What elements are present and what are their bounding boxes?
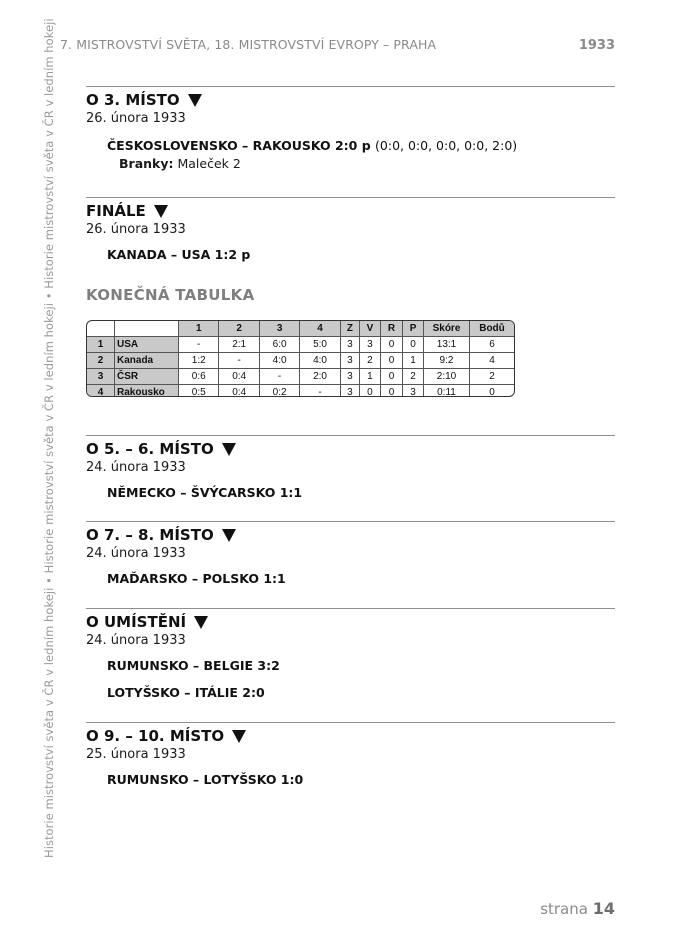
section-third-place <box>86 86 615 171</box>
page-label: strana <box>540 900 588 918</box>
table-row <box>87 337 514 353</box>
table-cell: 4:0 <box>259 353 299 369</box>
table-cell: 5:0 <box>300 337 340 353</box>
table-pos: 2 <box>87 353 115 369</box>
table-cell: 0:4 <box>219 385 259 398</box>
match-result: ČESKOSLOVENSKO – RAKOUSKO 2:0 p (0:0, 0:0, 0:0, 0:0, 2:0) <box>107 138 518 153</box>
triangle-down-icon <box>194 616 208 629</box>
section-final <box>86 197 615 262</box>
table-team: Rakousko <box>115 385 179 398</box>
table-row <box>87 385 514 398</box>
table-cell: 2 <box>470 369 515 385</box>
table-cell: 2 <box>360 353 381 369</box>
section-date: 24. února 1933 <box>86 633 186 648</box>
match-goals: Branky: Maleček 2 <box>119 156 241 171</box>
table-cell: 0 <box>403 337 424 353</box>
section-title: O UMÍSTĚNÍ <box>86 611 615 633</box>
table-row <box>87 353 514 369</box>
table-header-cell: R <box>380 321 402 337</box>
match-result: MAĎARSKO – POLSKO 1:1 <box>107 571 286 586</box>
page-number-value: 14 <box>592 899 615 918</box>
table-header-cell: 1 <box>179 321 219 337</box>
table-header-cell: Bodů <box>470 321 515 337</box>
table-cell: 1:2 <box>179 353 219 369</box>
table-cell: 6:0 <box>259 337 299 353</box>
table-cell: 9:2 <box>424 353 470 369</box>
table-cell: 4:0 <box>300 353 340 369</box>
section-title: O 7. – 8. MÍSTO <box>86 524 615 546</box>
table-cell: 2:10 <box>424 369 470 385</box>
table-cell: 0:4 <box>219 369 259 385</box>
page-header <box>60 37 615 53</box>
table-cell: 3 <box>340 385 359 398</box>
table-team: USA <box>115 337 179 353</box>
table-header-cell: 3 <box>259 321 299 337</box>
table-cell: 3 <box>360 337 381 353</box>
triangle-down-icon <box>154 205 168 218</box>
table-pos: 4 <box>87 385 115 398</box>
table-cell: 0 <box>380 385 402 398</box>
table-cell: 4 <box>470 353 515 369</box>
table-cell: 2:0 <box>300 369 340 385</box>
table-cell: 0 <box>360 385 381 398</box>
table-cell: 0 <box>380 337 402 353</box>
table-header-cell: V <box>360 321 381 337</box>
section-date: 26. února 1933 <box>86 111 186 126</box>
match-result: NĚMECKO – ŠVÝCARSKO 1:1 <box>107 485 303 500</box>
section-date: 24. února 1933 <box>86 546 186 561</box>
table-row <box>87 369 514 385</box>
section-title: O 9. – 10. MÍSTO <box>86 725 615 747</box>
triangle-down-icon <box>222 443 236 456</box>
section-date: 25. února 1933 <box>86 747 186 762</box>
table-header-cell: Skóre <box>424 321 470 337</box>
section-title: O 5. – 6. MÍSTO <box>86 438 615 460</box>
triangle-down-icon <box>188 94 202 107</box>
section-title: FINÁLE <box>86 200 615 222</box>
table-cell: 1 <box>360 369 381 385</box>
table-cell: 3 <box>340 369 359 385</box>
table-cell: 3 <box>403 385 424 398</box>
table-header-cell <box>87 321 115 337</box>
table-header-row <box>87 321 514 337</box>
section-title: O 3. MÍSTO <box>86 89 615 111</box>
final-table-title: KONEČNÁ TABULKA <box>86 286 255 304</box>
section-seventh-eighth <box>86 521 615 586</box>
table-pos: 1 <box>87 337 115 353</box>
triangle-down-icon <box>232 730 246 743</box>
match-result: RUMUNSKO – BELGIE 3:2 <box>107 658 280 673</box>
section-date: 26. února 1933 <box>86 222 186 237</box>
table-header-cell <box>115 321 179 337</box>
table-cell: 0 <box>380 353 402 369</box>
table-header-cell: Z <box>340 321 359 337</box>
table-cell: 0:5 <box>179 385 219 398</box>
table-header-cell: 4 <box>300 321 340 337</box>
triangle-down-icon <box>222 529 236 542</box>
table-cell: 1 <box>403 353 424 369</box>
section-fifth-sixth <box>86 435 615 500</box>
table-cell: 13:1 <box>424 337 470 353</box>
table-cell: 3 <box>340 353 359 369</box>
table-cell: 0:11 <box>424 385 470 398</box>
table-pos: 3 <box>87 369 115 385</box>
table-cell: - <box>219 353 259 369</box>
table-cell: - <box>259 369 299 385</box>
table-cell: 2:1 <box>219 337 259 353</box>
sidebar-text: Historie mistrovství světa v ČR v ledním hokeji • Historie mistrovství světa v ČR v ledním hokeji • Historie mistrovství světa v ČR v ledním hokeji <box>42 18 56 858</box>
section-date: 24. února 1933 <box>86 460 186 475</box>
table-cell: 0:6 <box>179 369 219 385</box>
table-header-cell: 2 <box>219 321 259 337</box>
table-cell: - <box>300 385 340 398</box>
match-period-scores: (0:0, 0:0, 0:0, 0:0, 2:0) <box>375 138 518 153</box>
header-year: 1933 <box>578 38 615 53</box>
section-placement <box>86 608 615 700</box>
section-ninth-tenth <box>86 722 615 787</box>
table-cell: 0:2 <box>259 385 299 398</box>
match-result: KANADA – USA 1:2 p <box>107 247 251 262</box>
final-standings-table <box>86 320 515 397</box>
table-cell: 3 <box>340 337 359 353</box>
header-title: 7. MISTROVSTVÍ SVĚTA, 18. MISTROVSTVÍ EVROPY – PRAHA <box>60 37 437 52</box>
table-team: ČSR <box>115 369 179 385</box>
match-result: LOTYŠSKO – ITÁLIE 2:0 <box>107 685 265 700</box>
table-header-cell: P <box>403 321 424 337</box>
match-result: RUMUNSKO – LOTYŠSKO 1:0 <box>107 772 304 787</box>
table-cell: 2 <box>403 369 424 385</box>
table-cell: 6 <box>470 337 515 353</box>
table-cell: 0 <box>380 369 402 385</box>
table-cell: 0 <box>470 385 515 398</box>
table-cell: - <box>179 337 219 353</box>
page-number <box>540 899 615 918</box>
table-team: Kanada <box>115 353 179 369</box>
